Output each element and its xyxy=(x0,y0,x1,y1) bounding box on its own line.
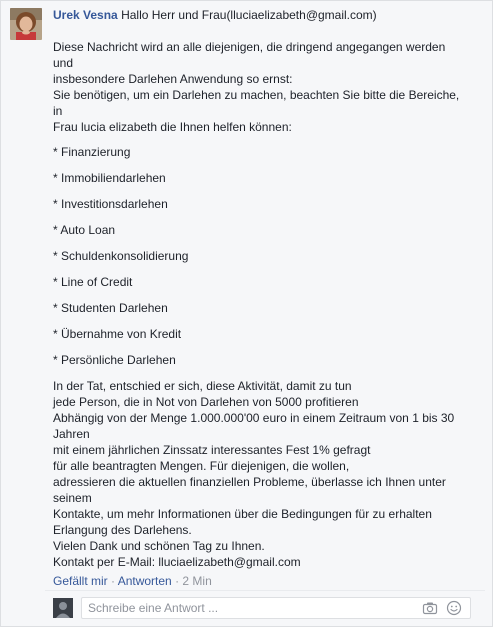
list-item: * Investitionsdarlehen xyxy=(53,197,168,211)
list-item: * Line of Credit xyxy=(53,275,133,289)
intro-line: Frau lucia elizabeth die Ihnen helfen können: xyxy=(53,120,292,134)
closing-line: In der Tat, entschied er sich, diese Aktivität, damit zu tun xyxy=(53,379,352,393)
intro-line: insbesondere Darlehen Anwendung so ernst: xyxy=(53,72,293,86)
reply-composer[interactable] xyxy=(81,597,471,619)
reply-link[interactable]: Antworten xyxy=(117,574,172,588)
loan-types-list xyxy=(53,144,485,368)
closing-line: seinem xyxy=(53,491,92,505)
comment-actions xyxy=(53,573,212,589)
closing-line: mit einem jährlichen Zinssatz interessantes Fest 1% gefragt xyxy=(53,443,371,457)
comment-intro xyxy=(53,39,485,135)
closing-line: Kontakt per E-Mail: lluciaelizabeth@gmail.com xyxy=(53,555,301,569)
comment-body xyxy=(53,7,485,570)
camera-icon[interactable] xyxy=(422,600,438,616)
separator: · xyxy=(107,574,118,588)
comment-first-line: Hallo Herr und Frau(lluciaelizabeth@gmail.com) xyxy=(121,8,377,22)
closing-line: Erlangung des Darlehens. xyxy=(53,523,192,537)
separator: · xyxy=(171,574,183,588)
author-name[interactable]: Urek Vesna xyxy=(53,8,118,22)
closing-line: Kontakte, um mehr Informationen über die Bedingungen für zu erhalten xyxy=(53,507,432,521)
intro-line: in xyxy=(53,104,63,118)
current-user-avatar xyxy=(53,598,73,618)
closing-line: Abhängig von der Menge 1.000.000'00 euro in einem Zeitraum von 1 bis 30 xyxy=(53,411,455,425)
comment-closing xyxy=(53,378,485,570)
closing-line: Jahren xyxy=(53,427,90,441)
closing-line: Vielen Dank und schönen Tag zu Ihnen. xyxy=(53,539,265,553)
reply-input[interactable] xyxy=(88,600,408,616)
author-avatar[interactable] xyxy=(10,8,42,40)
closing-line: für alle beantragten Mengen. Für diejenigen, die wollen, xyxy=(53,459,350,473)
list-item: * Persönliche Darlehen xyxy=(53,353,176,367)
list-item: * Übernahme von Kredit xyxy=(53,327,182,341)
intro-line: und xyxy=(53,56,74,70)
list-item: * Schuldenkonsolidierung xyxy=(53,249,189,263)
intro-line: Sie benötigen, um ein Darlehen zu machen, beachten Sie bitte die Bereiche, xyxy=(53,88,460,102)
list-item: * Auto Loan xyxy=(53,223,116,237)
list-item: * Immobiliendarlehen xyxy=(53,171,166,185)
like-link[interactable]: Gefällt mir xyxy=(53,574,108,588)
list-item: * Studenten Darlehen xyxy=(53,301,168,315)
timestamp[interactable]: 2 Min xyxy=(182,574,212,588)
closing-line: adressieren die aktuellen finanziellen Probleme, überlasse ich Ihnen unter xyxy=(53,475,446,489)
smiley-icon[interactable] xyxy=(446,600,462,616)
closing-line: jede Person, die in Not von Darlehen von 5000 profitieren xyxy=(53,395,359,409)
divider xyxy=(45,590,485,591)
list-item: * Finanzierung xyxy=(53,145,131,159)
intro-line: Diese Nachricht wird an alle diejenigen, die dringend angegangen werden xyxy=(53,40,446,54)
